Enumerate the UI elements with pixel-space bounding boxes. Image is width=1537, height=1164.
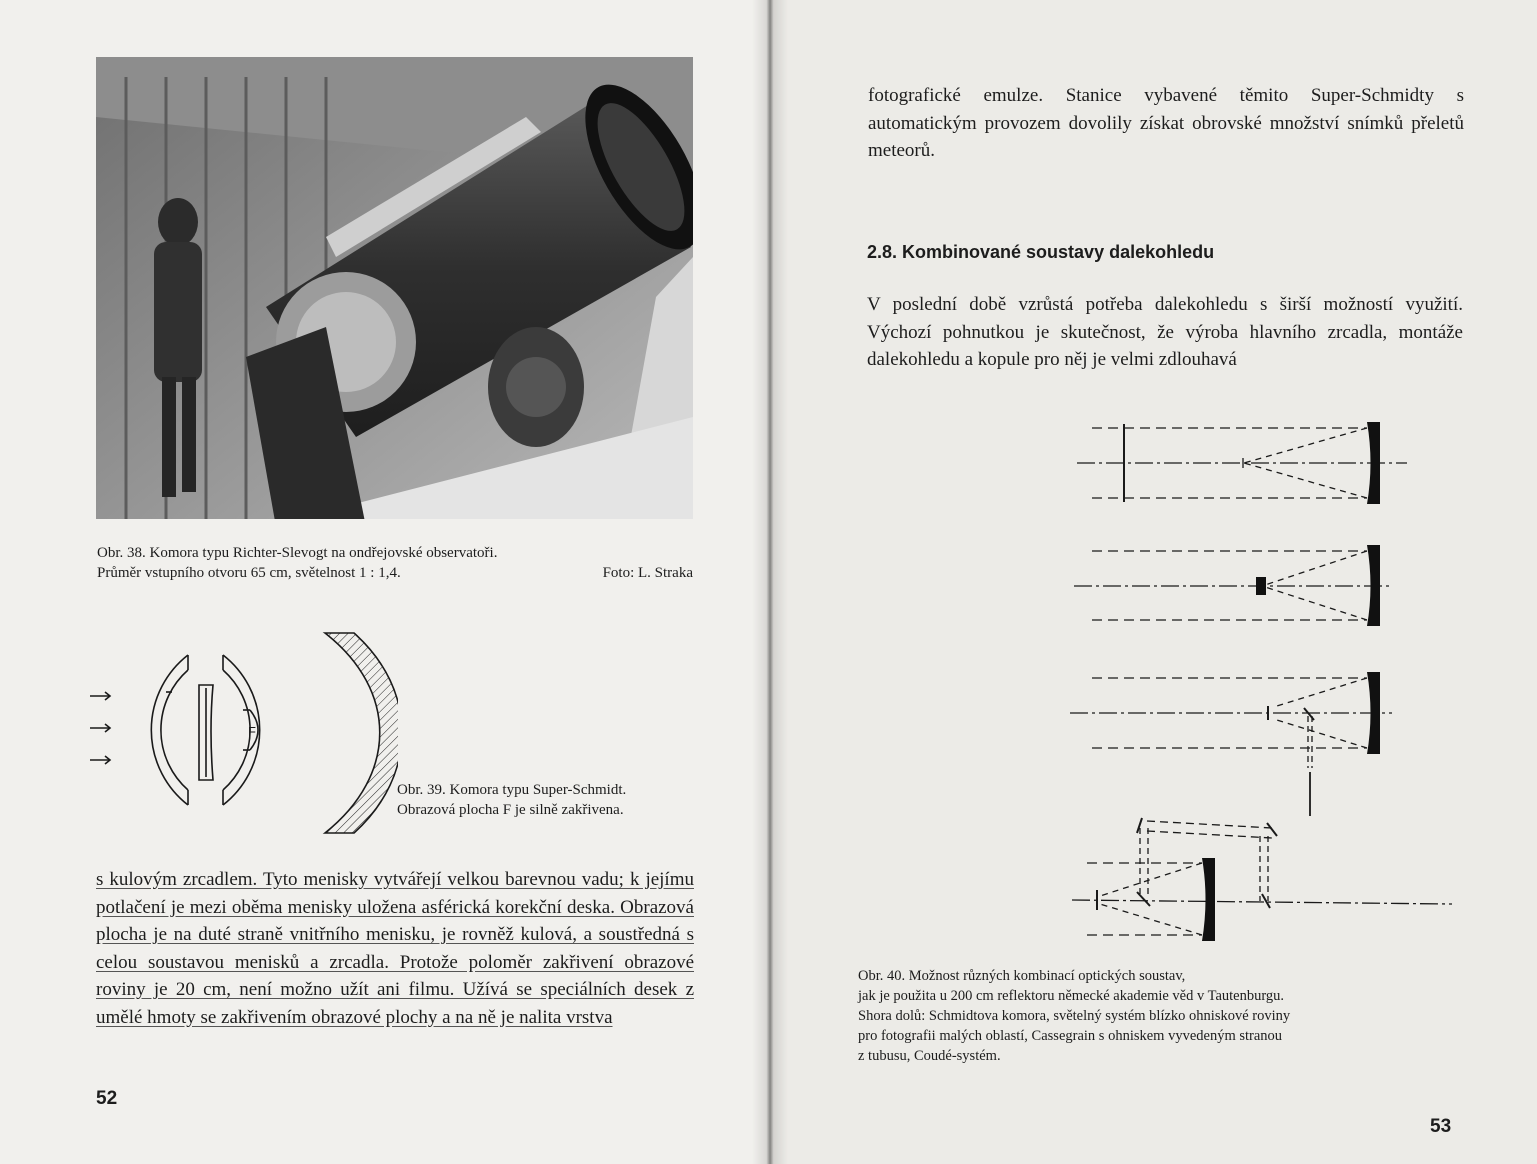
right-paragraph-1 [868, 82, 1464, 165]
figure-38-caption-line2: Průměr vstupního otvoru 65 cm, světelnost 1 : 1,4. [97, 565, 401, 581]
right-paragraph-2 [867, 291, 1463, 374]
telescope-photo [96, 57, 693, 519]
page-number-right: 53 [1430, 1116, 1452, 1137]
figure-40-caption-line1: Obr. 40. Možnost různých kombinací optických soustav, [858, 968, 1186, 984]
left-paragraph: s kulovým zrcadlem. Tyto menisky vytvářejí velkou barevnou vadu; k jejímu potlačení je mezi oběma menisky uložena asférická korekční deska. Obrazová plocha je na duté straně vnitřního menisku, je rovněž kulová, a soustředná s celou soustavou menisků a zrcadla. Protože poloměr zakřivení obrazové roviny je 20 cm, není možno užít ani filmu. Užívá se speciálních desek z umělé hmoty se zakřivením obrazové plochy a na ně je nalita vrstva [96, 869, 694, 1028]
figure-39-caption-line1: Obr. 39. Komora typu Super-Schmidt. [397, 782, 627, 798]
figure-40-caption-line4: pro fotografii malých oblastí, Cassegrain s ohniskem vyvedeným stranou [858, 1028, 1283, 1044]
figure-38-caption-line1: Obr. 38. Komora typu Richter-Slevogt na ondřejovské observatoři. [97, 545, 498, 561]
figure-40-caption-line5: z tubusu, Coudé-systém. [858, 1048, 1001, 1064]
figure-40-caption-line2: jak je použita u 200 cm reflektoru německé akademie věd v Tautenburgu. [858, 988, 1285, 1004]
optical-combinations-diagram [1062, 408, 1462, 948]
figure-39-caption-line2: Obrazová plocha F je silně zakřivena. [397, 802, 624, 818]
figure-38-caption [97, 543, 693, 583]
section-heading: 2.8. Kombinované soustavy dalekohledu [867, 242, 1215, 262]
focal-surface-label: F [248, 724, 256, 739]
paragraph-meteors: fotografické emulze. Stanice vybavené těmito Super-Schmidty s automatickým provozem dovolily získat obrovské množství snímků přeletů meteorů. [868, 85, 1464, 161]
figure-40-caption [858, 966, 1458, 1066]
figure-39-caption [397, 780, 697, 820]
page-number-left: 52 [96, 1088, 118, 1109]
super-schmidt-diagram [88, 630, 398, 840]
left-body-text [96, 866, 694, 1031]
figure-40-caption-line3: Shora dolů: Schmidtova komora, světelný systém blízko ohniskové roviny [858, 1008, 1291, 1024]
paragraph-combined-systems: V poslední době vzrůstá potřeba dalekohledu s širší možností využití. Výchozí pohnutkou je skutečnost, že výroba hlavního zrcadla, montáže dalekohledu a kopule pro něj je velmi zdlouhavá [867, 294, 1463, 370]
photo-credit: Foto: L. Straka [602, 565, 693, 581]
